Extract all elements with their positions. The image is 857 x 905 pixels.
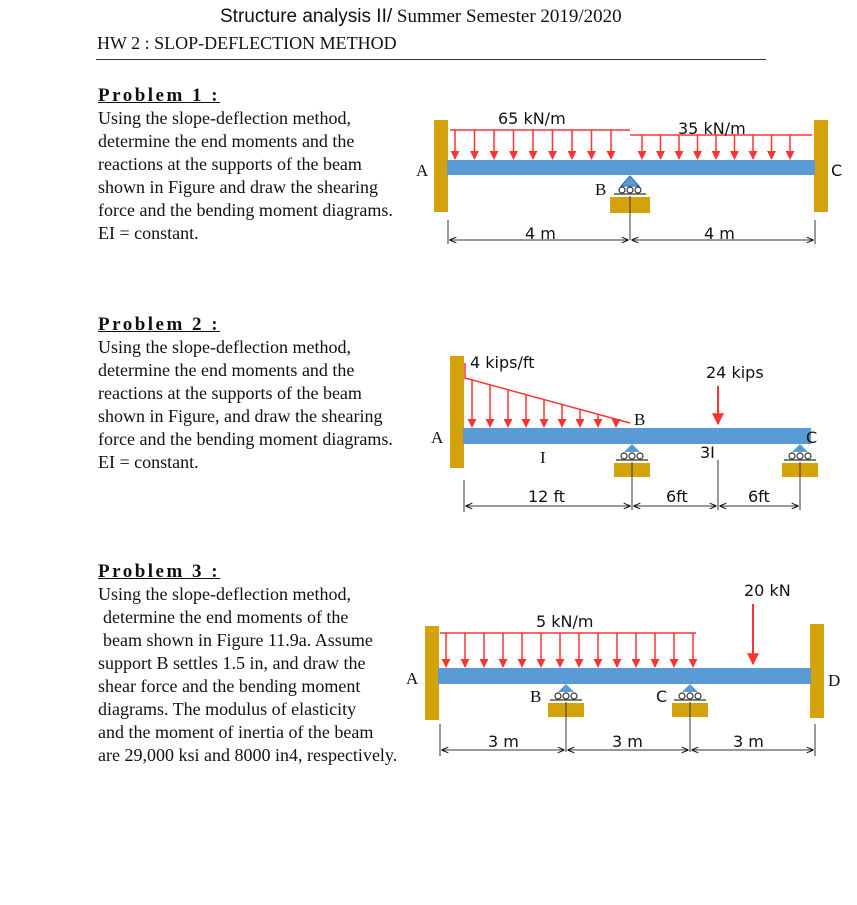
figure2	[431, 353, 818, 512]
problem3-line: and the moment of inertia of the beam	[98, 722, 374, 742]
support-c-label: C	[656, 687, 668, 706]
span-1-label: 3 m	[488, 732, 519, 751]
roller-support-b	[614, 444, 650, 510]
support-c-label: C	[831, 161, 843, 180]
span-3-label: 3 m	[733, 732, 764, 751]
support-a-label: A	[406, 669, 419, 688]
problem2-line: EI = constant.	[98, 452, 199, 472]
figure3	[406, 581, 840, 756]
problem2-title: Problem 2 :	[98, 314, 221, 335]
span-ab-label: 12 ft	[528, 487, 566, 506]
problem2-line: shown in Figure, and draw the shearing	[98, 406, 383, 426]
course-name: Structure analysis II/	[220, 6, 393, 27]
problem1-title: Problem 1 :	[98, 85, 221, 106]
span-bc2-label: 6ft	[748, 487, 770, 506]
problem3-line: determine the end moments of the	[103, 607, 349, 627]
fixed-support-a	[434, 120, 448, 212]
hw-title: HW 2 : SLOP-DEFLECTION METHOD	[97, 33, 397, 53]
figure1	[416, 109, 842, 244]
load-arrows-triangular	[472, 380, 616, 427]
problem3-line: shear force and the bending moment	[98, 676, 361, 696]
beam-2	[463, 428, 811, 444]
fixed-support-a	[450, 356, 464, 468]
problem3-line: beam shown in Figure 11.9a. Assume	[103, 630, 373, 650]
problem3-title: Problem 3 :	[98, 561, 221, 582]
problem1-line: force and the bending moment diagrams.	[98, 200, 393, 220]
support-d-label: D	[828, 671, 841, 690]
problem1-line: reactions at the supports of the beam	[98, 154, 362, 174]
support-b-label: B	[530, 687, 542, 706]
fixed-support-c	[814, 120, 828, 212]
problem3-line: support B settles 1.5 in, and draw the	[98, 653, 366, 673]
fixed-support-d	[810, 624, 824, 718]
problem2-line: determine the end moments and the	[98, 360, 355, 380]
support-a-label: A	[431, 428, 444, 447]
point-load-label: 20 kN	[744, 581, 791, 600]
dist-load-label: 5 kN/m	[536, 612, 594, 631]
roller-support-c	[782, 444, 818, 510]
load-label-right: 35 kN/m	[678, 119, 746, 138]
load-arrows-uniform	[446, 633, 693, 667]
problem2-line: Using the slope-deflection method,	[98, 337, 351, 357]
span-2-label: 3 m	[612, 732, 643, 751]
problem3-line: Using the slope-deflection method,	[98, 584, 351, 604]
problem2-line: force and the bending moment diagrams.	[98, 429, 393, 449]
roller-support-b	[548, 684, 584, 752]
support-b-label: B	[595, 180, 607, 199]
semester: Summer Semester 2019/2020	[396, 6, 622, 27]
beam-1	[447, 160, 815, 175]
dist-load-label: 4 kips/ft	[470, 353, 535, 372]
inertia-right-label: 3I	[700, 443, 715, 462]
problem1-line: determine the end moments and the	[98, 131, 355, 151]
problem1-line: Using the slope-deflection method,	[98, 108, 351, 128]
load-label-left: 65 kN/m	[498, 109, 566, 128]
span-left-label: 4 m	[525, 224, 556, 243]
roller-support-b	[610, 176, 650, 240]
problem2-line: reactions at the supports of the beam	[98, 383, 362, 403]
support-a-label: A	[416, 161, 429, 180]
problem3-line: are 29,000 ksi and 8000 in4, respectively.	[98, 745, 398, 765]
beam-3	[438, 668, 811, 684]
problem3-line: diagrams. The modulus of elasticity	[98, 699, 357, 719]
support-b-label: B	[634, 410, 646, 429]
span-bc1-label: 6ft	[666, 487, 688, 506]
roller-support-c	[672, 684, 708, 752]
problem1-line: EI = constant.	[98, 223, 199, 243]
problem1-line: shown in Figure and draw the shearing	[98, 177, 378, 197]
load-arrows-right	[642, 135, 790, 159]
support-c-label: C	[806, 428, 818, 447]
fixed-support-a	[425, 626, 439, 720]
inertia-left-label: I	[540, 448, 546, 467]
span-right-label: 4 m	[704, 224, 735, 243]
point-load-label: 24 kips	[706, 363, 764, 382]
load-arrows-left	[455, 130, 611, 159]
